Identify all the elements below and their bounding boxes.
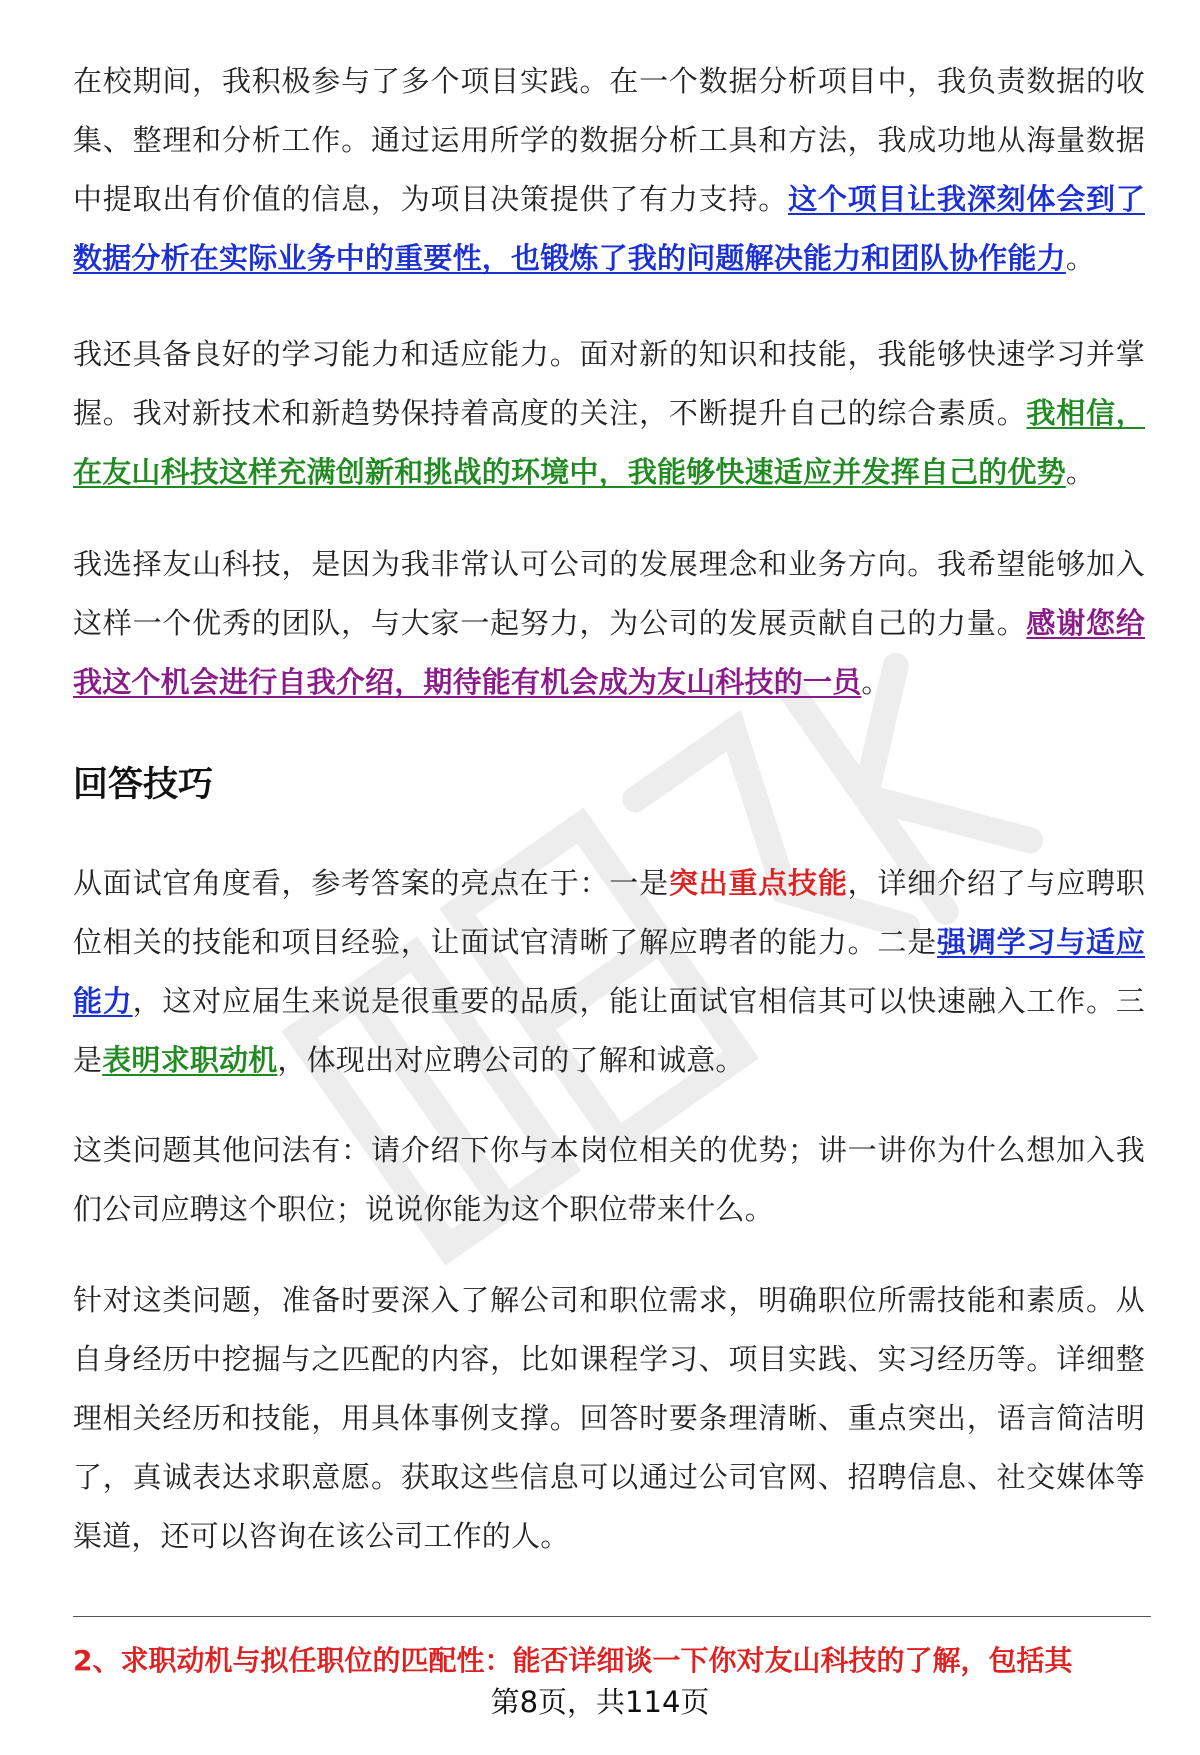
paragraph-project-experience [73, 52, 1145, 288]
tips-text: 从面试官角度看，参考答案的亮点在于：一是 [73, 866, 669, 900]
paragraph-learning-ability [73, 325, 1145, 502]
paragraph-end: 。 [861, 665, 891, 699]
tips-text: ，详细介绍了与应聘职位相关的技能和项目经验，让面试官清晰了解应聘者的能力。二是 [73, 866, 1145, 959]
highlight-red: 突出重点技能 [668, 866, 848, 900]
tips-text: ，这对应届生来说是很重要的品质，能让面试官相信其可以快速融入工作。三是 [73, 984, 1145, 1077]
tips-text: ，体现出对应聘公司的了解和诚意。 [277, 1043, 745, 1077]
highlight-green: 我相信，在友山科技这样充满创新和挑战的环境中，我能够快速适应并发挥自己的优势 [73, 396, 1145, 489]
highlight-green: 表明求职动机 [102, 1043, 278, 1077]
paragraph-text: 我还具备良好的学习能力和适应能力。面对新的知识和技能，我能够快速学习并掌握。我对新技术和新趋势保持着高度的关注，不断提升自己的综合素质。 [73, 337, 1145, 430]
paragraph-end: 。 [1065, 455, 1096, 489]
section-divider [73, 1616, 1151, 1617]
paragraph-alt-questions: 这类问题其他问法有：请介绍下你与本岗位相关的优势；讲一讲你为什么想加入我们公司应聘这个职位；说说你能为这个职位带来什么。 [73, 1133, 1145, 1226]
paragraph-preparation: 针对这类问题，准备时要深入了解公司和职位需求，明确职位所需技能和素质。从自身经历中挖掘与之匹配的内容，比如课程学习、项目实践、实习经历等。详细整理相关经历和技能，用具体事例支撑。回答时要条理清晰、重点突出，语言简洁明了，真诚表达求职意愿。获取这些信息可以通过公司官网、招聘信息、社交媒体等渠道，还可以咨询在该公司工作的人。 [73, 1283, 1145, 1553]
next-question-title: 2、求职动机与拟任职位的匹配性：能否详细谈一下你对友山科技的了解，包括其 [73, 1644, 1073, 1677]
highlight-blue: 这个项目让我深刻体会到了数据分析在实际业务中的重要性，也锻炼了我的问题解决能力和团队协作能力 [73, 182, 1145, 275]
highlight-blue: 强调学习与适应能力 [73, 925, 1145, 1018]
section-heading-tips: 回答技巧 [73, 765, 214, 805]
paragraph-end: 。 [1065, 241, 1096, 275]
highlight-purple: 感谢您给我这个机会进行自我介绍，期待能有机会成为友山科技的一员 [73, 606, 1145, 699]
page-number-footer: 第8页，共114页 [490, 1685, 710, 1719]
paragraph-tips-highlights [73, 854, 1145, 1090]
paragraph-text: 我选择友山科技，是因为我非常认可公司的发展理念和业务方向。我希望能够加入这样一个优秀的团队，与大家一起努力，为公司的发展贡献自己的力量。 [73, 547, 1145, 640]
paragraph-text: 在校期间，我积极参与了多个项目实践。在一个数据分析项目中，我负责数据的收集、整理和分析工作。通过运用所学的数据分析工具和方法，我成功地从海量数据中提取出有价值的信息，为项目决策提供了有力支持。 [73, 64, 1145, 216]
paragraph-motivation [73, 535, 1145, 712]
